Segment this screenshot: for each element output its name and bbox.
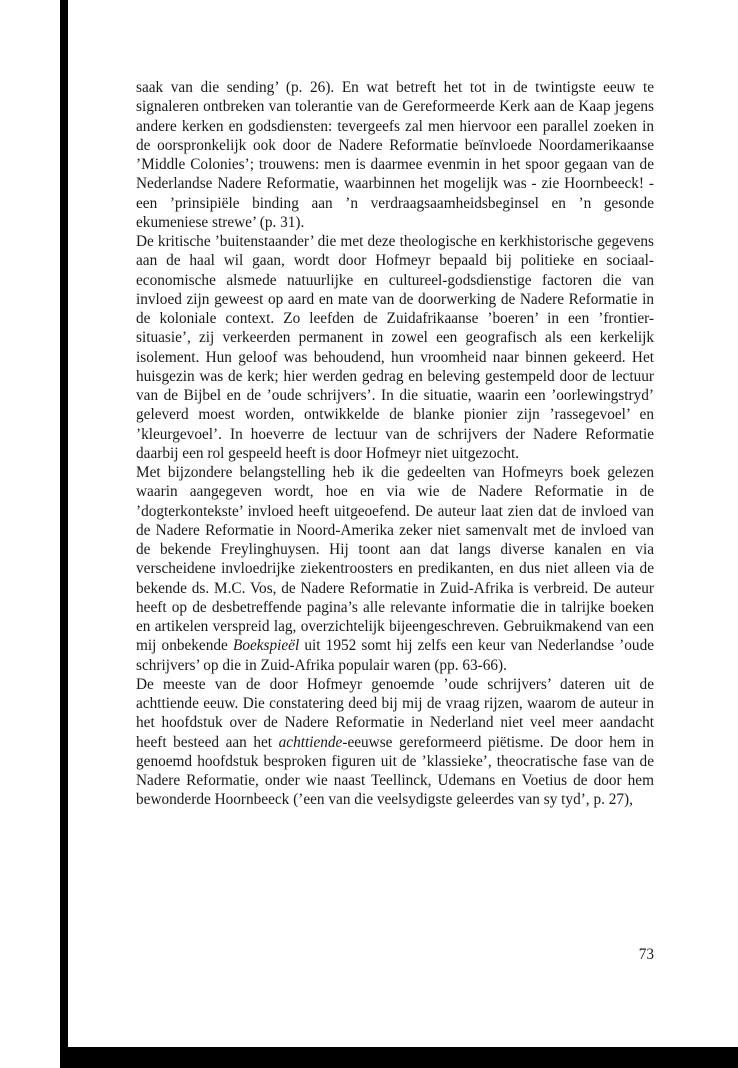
emphasis-achttiende: achttiende <box>278 733 343 751</box>
left-scan-edge <box>60 0 68 1068</box>
paragraph-3-part-b: uit 1952 somt hij zelfs een keur van Nederlandse ’oude schrijvers’ op die in Zuid-Afrika populair waren (pp. 63-66). <box>136 637 655 674</box>
paragraph-1: saak van die sending’ (p. 26). En wat betreft het tot in de twintigste eeuw te signaleren ontbreken van tolerantie van de Gereformeerde Kerk aan de Kaap jegens andere kerken en godsdiensten: tevergeefs zal men hiervoor een parallel zoeken in de oorspronkelijk ook door de Nadere Reformatie beïnvloede Noordamerikaanse ’Middle Colonies’; trouwens: men is daarmee evenmin in het spoor gegaan van de Nederlandse Nadere Reformatie, waarbinnen het mogelijk was - zie Hoornbeeck! - een ’prinsipiële binding aan ’n verdraagsaamheidsbeginsel en ’n gesonde ekumeniese strewe’ (p. 31). <box>136 79 654 231</box>
paragraph-3 <box>136 463 654 675</box>
paragraph-3-part-a: Met bijzondere belangstelling heb ik die gedeelten van Hofmeyrs boek gelezen waarin aangegeven wordt, hoe en via wie de Nadere Reformatie in de ’dogterkontekste’ invloed heeft uitgeoefend. De auteur laat zien dat de invloed van de Nadere Reformatie in Noord-Amerika zeker niet samenvalt met de invloed van de bekende Freylinghuysen. Hij toont aan dat langs diverse kanalen en via verscheidene invloedrijke ziekentroosters en predikanten, en dus niet alleen via de bekende ds. M.C. Vos, de Nadere Reformatie in Zuid-Afrika is verbreid. De auteur heeft op de desbetreffende pagina’s alle relevante informatie die in talrijke boeken en artikelen verspreid lag, overzichtelijk bijeengeschreven. Gebruikmakend van een mij onbekende <box>136 464 654 655</box>
paragraph-4 <box>136 675 654 810</box>
bottom-scan-edge <box>60 1047 738 1068</box>
page-number: 73 <box>638 946 654 963</box>
body-text <box>136 78 654 810</box>
paragraph-2: De kritische ’buitenstaander’ die met deze theologische en kerkhistorische gegevens aan de haal wil gaan, wordt door Hofmeyr bepaald bij politieke en sociaal-economische alsmede natuurlijke en cultureel-godsdienstige factoren die van invloed zijn geweest op aard en mate van de doorwerking de Nadere Reformatie in de koloniale context. Zo leefden de Zuidafrikaanse ’boeren’ in een ’frontier-situasie’, zij verkeerden permanent in zowel een geografisch als een kerkelijk isolement. Hun geloof was behoudend, hun vroomheid naar binnen gekeerd. Het huisgezin was de kerk; hier werden gedrag en beleving gestempeld door de lectuur van de Bijbel en de ’oude schrijvers’. In die situatie, waarin een ’oorlewingstryd’ geleverd moest worden, ontwikkelde de blanke pionier zijn ’rassegevoel’ en ’kleurgevoel’. In hoeverre de lectuur van de schrijvers der Nadere Reformatie daarbij een rol gespeeld heeft is door Hofmeyr niet uitgezocht. <box>136 233 654 462</box>
paragraph-4-part-b: -eeuwse gereformeerd piëtisme. De door hem in genoemd hoofdstuk besproken figuren uit de ’klassieke’, theocratische fase van de Nadere Reformatie, onder wie naast Teellinck, Udemans en Voetius de door hem bewonderde Hoornbeeck (’een van die veelsydigste geleerdes van sy tyd’, p. 27), <box>136 733 654 809</box>
paragraph-4-part-a: De meeste van de door Hofmeyr genoemde ’oude schrijvers’ dateren uit de achttiende eeuw. Die constatering deed bij mij de vraag rijzen, waarom de auteur in het hoofdstuk over de Nadere Reformatie in Nederland niet veel meer aandacht heeft besteed aan het <box>136 675 654 751</box>
book-title-boekspieel: Boekspieël <box>232 637 300 655</box>
